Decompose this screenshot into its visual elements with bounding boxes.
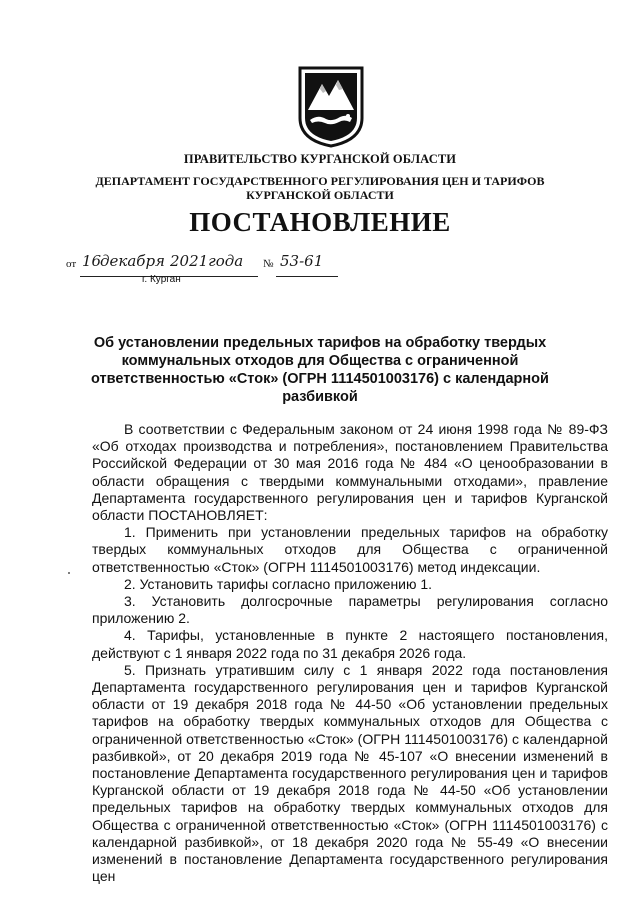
handwritten-day: 16	[82, 252, 102, 270]
document-type-heading: ПОСТАНОВЛЕНИЕ	[189, 207, 451, 237]
handwritten-year: 2021года	[170, 252, 244, 270]
handwritten-month: декабря	[100, 252, 165, 270]
date-and-number-line	[66, 248, 466, 288]
body-paragraph-item-3: 3. Установить долгосрочные параметры регулирования согласно приложению 2.	[92, 593, 608, 627]
body-paragraph-item-4: 4. Тарифы, установленные в пункте 2 настоящего постановления, действуют с 1 января 2022 года по 31 декабря 2026 года.	[92, 627, 608, 661]
government-name: ПРАВИТЕЛЬСТВО КУРГАНСКОЙ ОБЛАСТИ	[183, 152, 457, 166]
handwritten-number: 53-61	[280, 252, 324, 270]
body-paragraph-preamble: В соответствии с Федеральным законом от 24 июня 1998 года № 89-ФЗ «Об отходах производства и потребления», постановлением Правительства Российской Федерации от 30 мая 2016 года № 484 «О ценообразовании в области обращения с твердыми коммунальными отходами», правление Департамента государственного регулирования цен и тарифов Курганской области ПОСТАНОВЛЯЕТ:	[92, 421, 608, 524]
number-underline	[276, 276, 338, 277]
date-from-label: от	[66, 258, 77, 270]
number-label: №	[263, 258, 274, 270]
resolution-title: Об установлении предельных тарифов на обработку твердых коммунальных отходов для Общества с ограниченной ответственностью «Сток» (ОГРН 1114501003176) с календарной разбивкой	[91, 335, 549, 405]
margin-mark	[68, 572, 70, 574]
body-paragraph-item-2: 2. Установить тарифы согласно приложению 1.	[124, 575, 433, 592]
body-paragraph-item-5: 5. Признать утратившим силу с 1 января 2022 года постановления Департамента государственного регулирования цен и тарифов Курганской области от 19 декабря 2018 года № 44-50 «Об установлении предельных тарифов на обработку твердых коммунальных отходов для Общества с ограниченной ответственностью «Сток» (ОГРН 1114501003176) с календарной разбивкой», от 20 декабря 2019 года № 45-107 «О внесении изменений в постановление Департамента государственного регулирования цен и тарифов Курганской области от 19 декабря 2018 года № 44-50 «Об установлении предельных тарифов на обработку твердых коммунальных отходов для Общества с ограниченной ответственностью «Сток» (ОГРН 1114501003176) с календарной разбивкой», от 18 декабря 2020 года № 55-49 «О внесении изменений в постановление Департамента государственного регулирования цен	[92, 661, 608, 885]
body-paragraph-item-1: 1. Применить при установлении предельных тарифов на обработку твердых коммунальных отходов для Общества с ограниченной ответственностью «Сток» (ОГРН 1114501003176) метод индексации.	[92, 524, 608, 575]
coat-of-arms-emblem	[296, 64, 366, 148]
department-name: ДЕПАРТАМЕНТ ГОСУДАРСТВЕННОГО РЕГУЛИРОВАНИЯ ЦЕН И ТАРИФОВ КУРГАНСКОЙ ОБЛАСТИ	[95, 174, 545, 202]
resolution-body	[92, 421, 608, 885]
city-label: г. Курган	[142, 274, 181, 285]
